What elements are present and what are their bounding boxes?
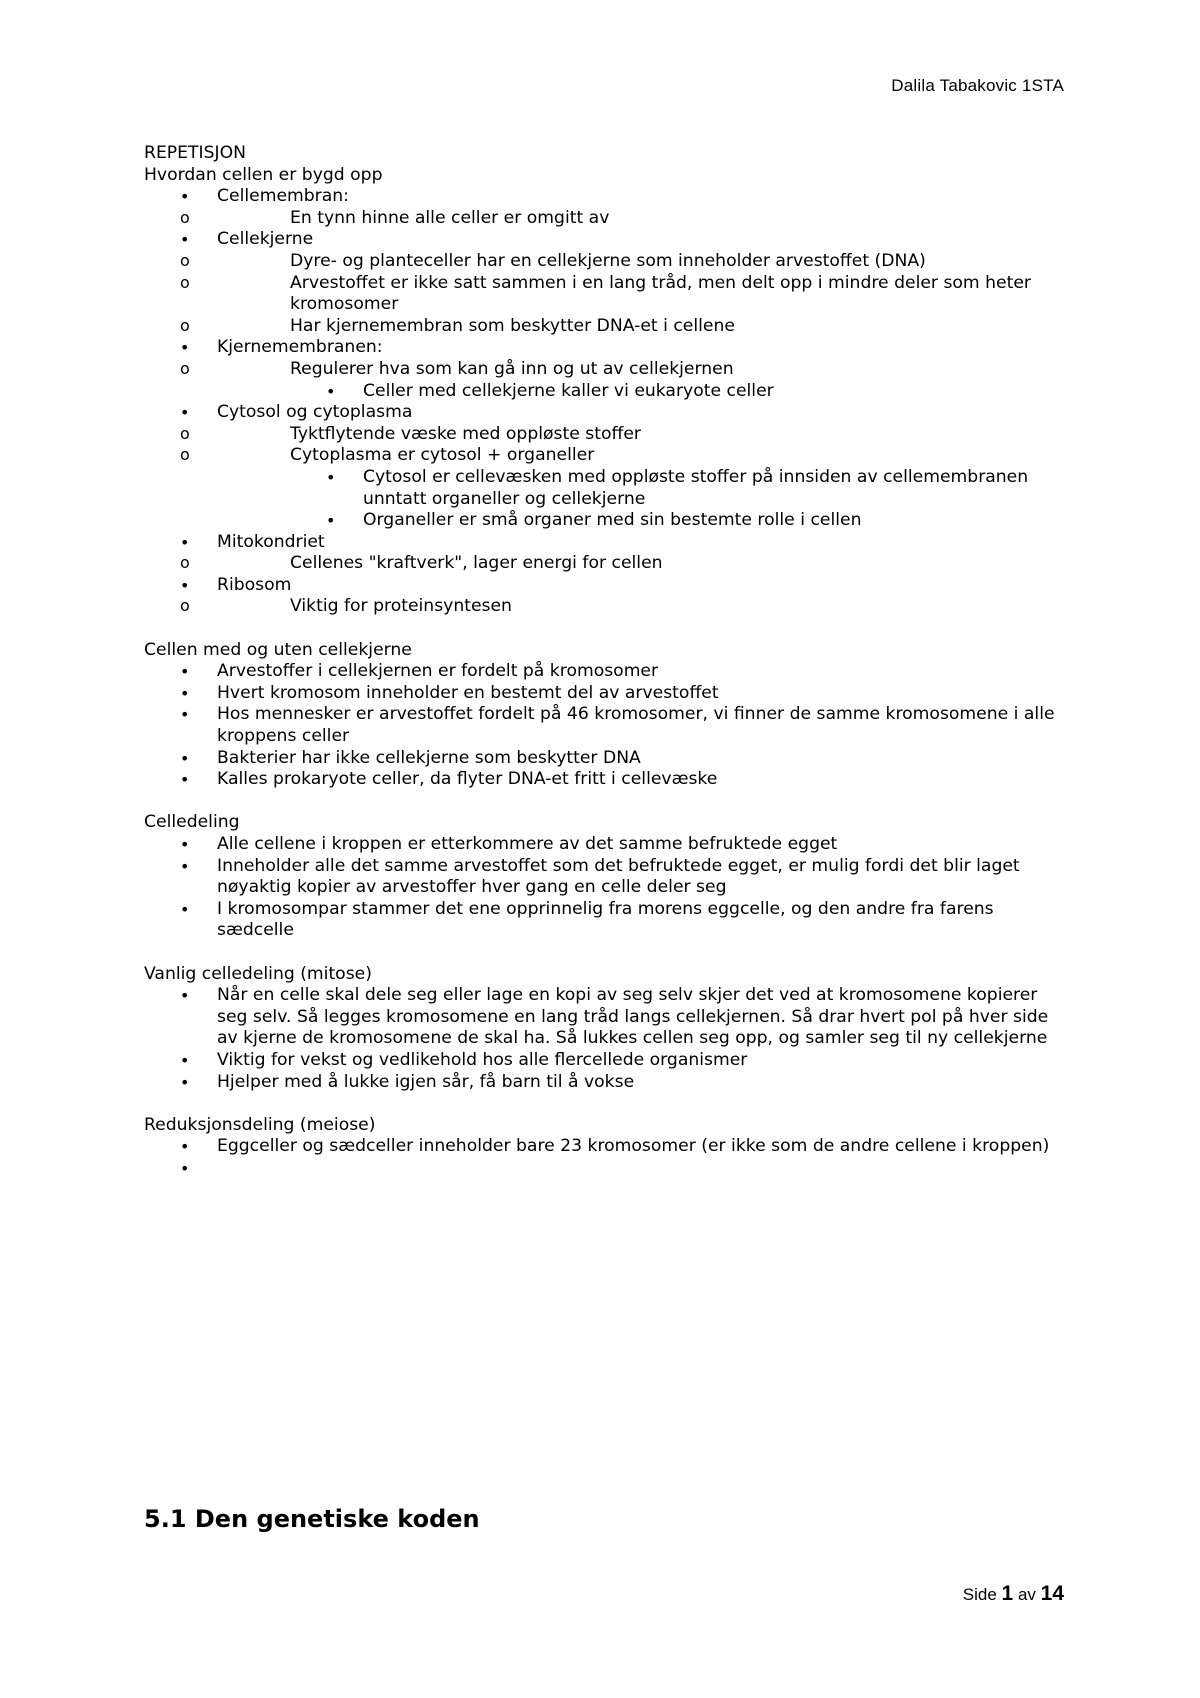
bullet-list	[144, 661, 1064, 791]
document-body	[144, 143, 1064, 1180]
sub-list	[217, 359, 1064, 402]
sub-sub-list-item: • Organeller er små organer med sin bestemte rolle i cellen	[290, 510, 1064, 532]
list-item: • Hjelper med å lukke igjen sår, få barn til å vokse	[144, 1072, 1064, 1094]
sub-list	[217, 208, 1064, 230]
list-item: • Eggceller og sædceller inneholder bare 23 kromosomer (er ikke som de andre cellene i kroppen)	[144, 1136, 1064, 1158]
list-item: • I kromosompar stammer det ene opprinnelig fra morens eggcelle, og den andre fra farens sædcelle	[144, 899, 1064, 942]
section-repetisjon	[144, 143, 1064, 618]
bullet-list	[144, 985, 1064, 1093]
spacer	[144, 791, 1064, 813]
section-title: Celledeling	[144, 812, 240, 833]
sub-list-item: o En tynn hinne alle celler er omgitt av	[217, 208, 1064, 230]
sub-list-item: o Arvestoffet er ikke satt sammen i en lang tråd, men delt opp i mindre deler som heter kromosomer	[217, 273, 1064, 316]
list-item: • Alle cellene i kroppen er etterkommere av det samme befruktede egget	[144, 834, 1064, 856]
sub-list-item: o Dyre- og planteceller har en cellekjerne som inneholder arvestoffet (DNA)	[217, 251, 1064, 273]
list-item	[144, 575, 1064, 618]
list-item: • Arvestoffer i cellekjernen er fordelt på kromosomer	[144, 661, 1064, 683]
footer-page-number: 1	[1001, 1582, 1014, 1605]
heading-genetiske-koden: 5.1 Den genetiske koden	[144, 1505, 480, 1533]
footer-total-pages: 14	[1040, 1582, 1064, 1605]
bullet-list	[144, 1136, 1064, 1179]
list-item: • Kalles prokaryote celler, da flyter DNA-et fritt i cellevæske	[144, 769, 1064, 791]
sub-list	[217, 553, 1064, 575]
list-item-text: Ribosom	[217, 574, 292, 595]
list-item	[144, 402, 1064, 532]
list-item: • Når en celle skal dele seg eller lage en kopi av seg selv skjer det ved at kromosomene kopierer seg selv. Så legges kromosomene en lang tråd langs cellekjernen. Så drar hvert pol på hver side av kjerne de kromosomene de skal ha. Så lukkes cellen seg opp, og samler seg til ny cellekjerne	[144, 985, 1064, 1050]
section-title: REPETISJON	[144, 143, 246, 163]
list-item-text: Cellemembran:	[217, 186, 349, 207]
footer-of-label: av	[1017, 1585, 1036, 1604]
sub-sub-list-item: • Cytosol er cellevæsken med oppløste stoffer på innsiden av cellemembranen unntatt organeller og cellekjerne	[290, 467, 1064, 510]
section-title: Vanlig celledeling (mitose)	[144, 963, 372, 984]
sub-list-item: o Viktig for proteinsyntesen	[217, 596, 1064, 618]
list-item: • Hvert kromosom inneholder en bestemt del av arvestoffet	[144, 683, 1064, 705]
list-item: • Viktig for vekst og vedlikehold hos alle flercellede organismer	[144, 1050, 1064, 1072]
bullet-list	[144, 186, 1064, 618]
sub-list-item-text: Regulerer hva som kan gå inn og ut av cellekjernen	[290, 358, 734, 379]
list-item-empty	[144, 1158, 1064, 1180]
sub-list-item: o Tyktflytende væske med oppløste stoffer	[217, 424, 1064, 446]
sub-list-item: o Cellenes "kraftverk", lager energi for cellen	[217, 553, 1064, 575]
spacer	[144, 942, 1064, 964]
page-header: Dalila Tabakovic 1STA	[891, 76, 1064, 95]
sub-sub-list	[290, 381, 1064, 403]
sub-sub-list	[290, 467, 1064, 532]
list-item-text: Cellekjerne	[217, 229, 314, 250]
sub-list	[217, 596, 1064, 618]
sub-list-item-text: Cytoplasma er cytosol + organeller	[290, 445, 595, 466]
section-mitose	[144, 964, 1064, 1094]
list-item: • Hos mennesker er arvestoffet fordelt på 46 kromosomer, vi finner de samme kromosomene i alle kroppens celler	[144, 704, 1064, 747]
spacer	[144, 618, 1064, 640]
section-celledeling	[144, 812, 1064, 942]
sub-list	[217, 424, 1064, 532]
spacer	[144, 1093, 1064, 1115]
page-footer	[963, 1582, 1064, 1606]
list-item	[144, 532, 1064, 575]
list-item-text: Kjernemembranen:	[217, 337, 383, 358]
section-meiose	[144, 1115, 1064, 1180]
list-item: • Bakterier har ikke cellekjerne som beskytter DNA	[144, 748, 1064, 770]
section-subtitle: Hvordan cellen er bygd opp	[144, 164, 383, 185]
footer-side-label: Side	[962, 1585, 997, 1604]
section-title: Cellen med og uten cellekjerne	[144, 639, 412, 660]
list-item	[144, 337, 1064, 402]
sub-list	[217, 251, 1064, 337]
section-cellen-med-og-uten-cellekjerne	[144, 640, 1064, 791]
sub-list-item	[217, 359, 1064, 402]
list-item	[144, 186, 1064, 229]
sub-list-item	[217, 445, 1064, 531]
list-item-text: Cytosol og cytoplasma	[217, 402, 413, 423]
list-item: • Inneholder alle det samme arvestoffet som det befruktede egget, er mulig fordi det blir laget nøyaktig kopier av arvestoffer hver gang en celle deler seg	[144, 856, 1064, 899]
list-item-text: Mitokondriet	[217, 531, 325, 552]
section-title: Reduksjonsdeling (meiose)	[144, 1114, 376, 1135]
sub-sub-list-item: • Celler med cellekjerne kaller vi eukaryote celler	[290, 381, 1064, 403]
sub-list-item: o Har kjernemembran som beskytter DNA-et i cellene	[217, 316, 1064, 338]
bullet-list	[144, 834, 1064, 942]
list-item	[144, 229, 1064, 337]
